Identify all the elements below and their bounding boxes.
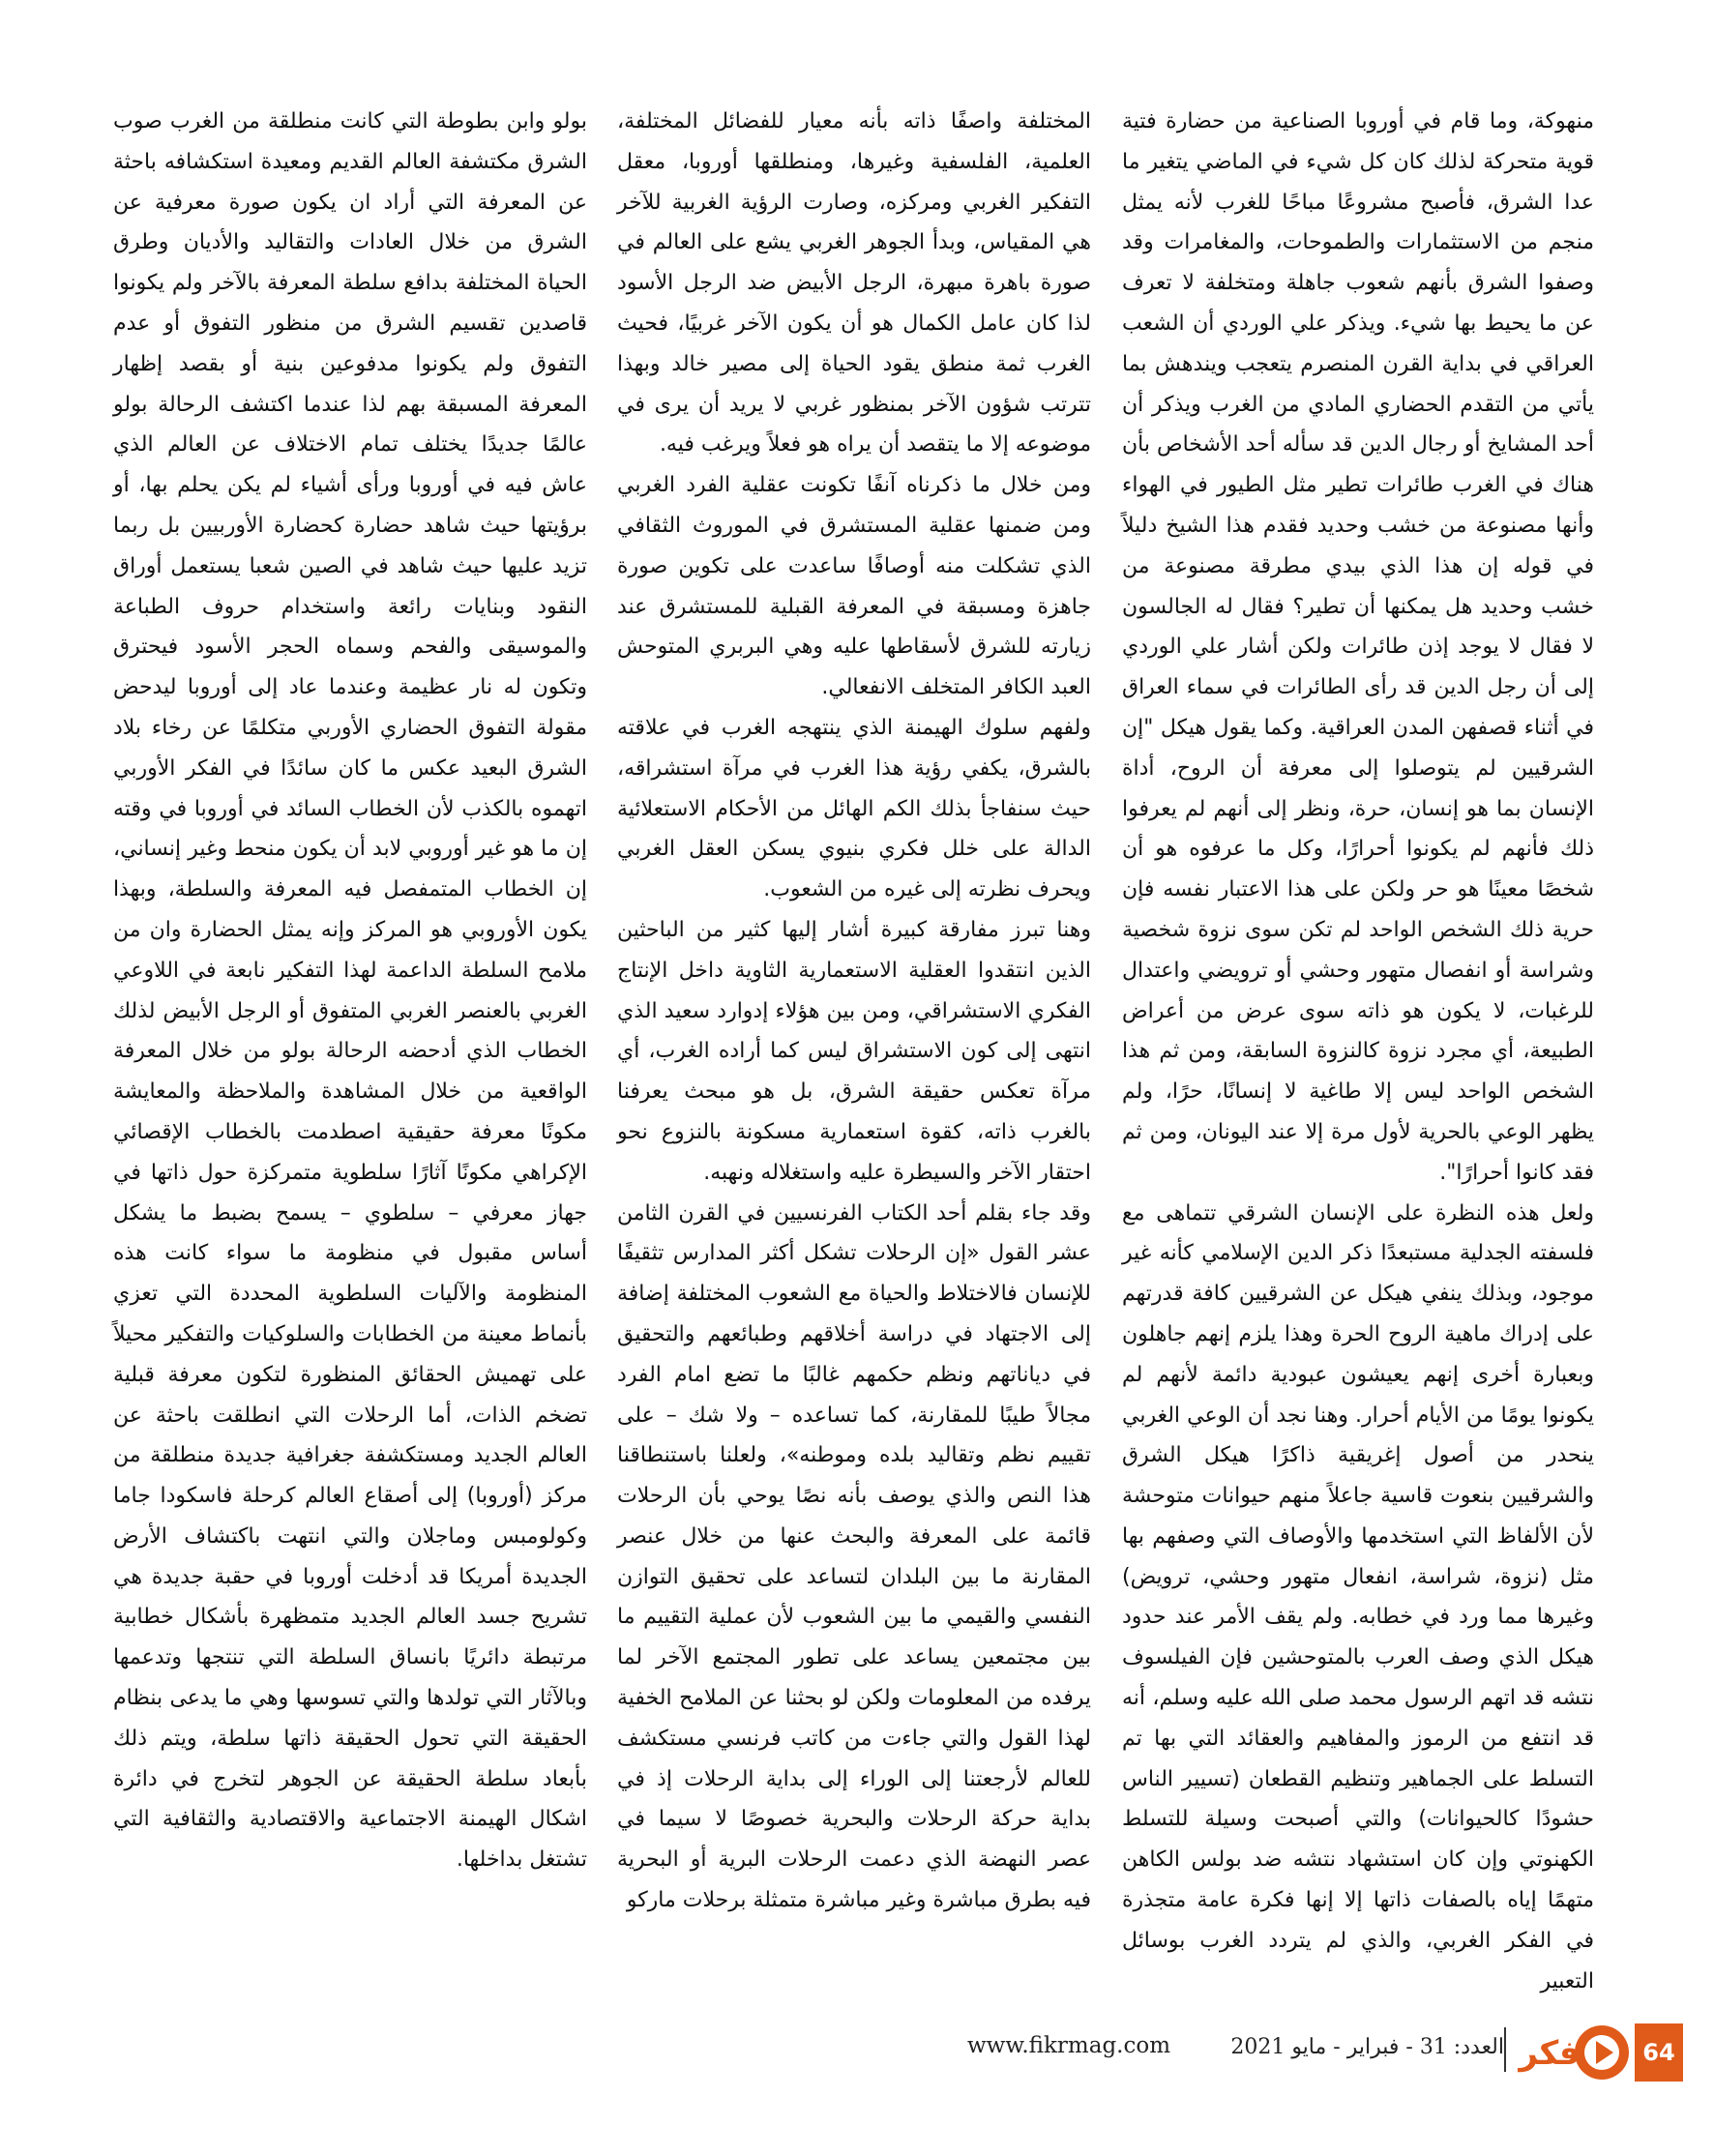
- text-column-middle: [617, 102, 1091, 1973]
- paragraph: بولو وابن بطوطة التي كانت منطلقة من الغرب صوب الشرق مكتشفة العالم القديم ومعيدة استكشافه باحثة عن المعرفة التي أراد ان يكون صورة معرفية عن الشرق من خلال العادات والتقاليد والأديان وطرق الحياة المختلفة بدافع سلطة المعرفة بالآخر ولم يكونوا قاصدين تقسيم الشرق من منظور التفوق أو عدم التفوق ولم يكونوا مدفوعين بنية أو بقصد إظهار المعرفة المسبقة بهم لذا عندما اكتشف الرحالة بولو عالمًا جديدًا يختلف تمام الاختلاف عن العالم الذي عاش فيه في أوروبا ورأى أشياء لم يكن يحلم بها، أو برؤيتها حيث شاهد حضارة كحضارة الأوربيين بل ربما تزيد عليها حيث شاهد في الصين شعبا يستعمل أوراق النقود وبنايات رائعة واستخدام حروف الطباعة والموسيقى والفحم وسماه الحجر الأسود فيحترق وتكون له نار عظيمة وعندما عاد إلى أوروبا ليدحض مقولة التفوق الحضاري الأوربي متكلمًا عن رخاء بلاد الشرق البعيد عكس ما كان سائدًا في الفكر الأوربي اتهموه بالكذب لأن الخطاب السائد في أوروبا في وقته إن ما هو غير أوروبي لابد أن يكون منحط وغير إنساني، إن الخطاب المتمفصل فيه المعرفة والسلطة، وبهذا يكون الأوروبي هو المركز وإنه يمثل الحضارة وان من ملامح السلطة الداعمة لهذا التفكير نابعة في اللاوعي الغربي بالعنصر الغربي المتفوق أو الرجل الأبيض لذلك الخطاب الذي أدحضه الرحالة بولو من خلال المعرفة الواقعية من خلال المشاهدة والملاحظة والمعايشة مكونًا معرفة حقيقية اصطدمت بالخطاب الإقصائي الإكراهي مكونًا آثارًا سلطوية متمركزة حول ذاتها في جهاز معرفي – سلطوي – يسمح بضبط ما يشكل أساس مقبول في منظومة ما سواء كانت هذه المنظومة والآليات السلطوية المحددة التي تعزي بأنماط معينة من الخطابات والسلوكيات والتفكير محيلاً على تهميش الحقائق المنظورة لتكون معرفة قبلية تضخم الذات، أما الرحلات التي انطلقت باحثة عن العالم الجديد ومستكشفة جغرافية جديدة منطلقة من مركز (أوروبا) إلى أصقاع العالم كرحلة فاسكودا جاما وكولومبس وماجلان والتي انتهت باكتشاف الأرض الجديدة أمريكا قد أدخلت أوروبا في حقبة جديدة هي تشريح جسد العالم الجديد متمظهرة بأشكال خطابية مرتبطة دائريًا بانساق السلطة التي تنتجها وتدعمها وبالآثار التي تولدها والتي تسوسها وهي ما يدعى بنظام الحقيقة التي تحول الحقيقة ذاتها سلطة، ويتم ذلك بأبعاد سلطة الحقيقة عن الجوهر لتخرج في دائرة اشكال الهيمنة الاجتماعية والاقتصادية والثقافية التي تشتغل بداخلها.: [113, 109, 587, 1873]
- website-link[interactable]: www.fikrmag.com: [967, 2033, 1171, 2058]
- logo-text: فكر: [1519, 2034, 1581, 2073]
- paragraph: ولعل هذه النظرة على الإنسان الشرقي تتماهى مع فلسفته الجدلية مستبعدًا ذكر الدين الإسلامي كأنه غير موجود، وبذلك ينفي هيكل عن الشرقيين كافة قدرتهم على إدراك ماهية الروح الحرة وهذا يلزم إنهم جاهلون وبعبارة أخرى إنهم يعيشون عبودية دائمة لأنهم لم يكونوا يومًا من الأيام أحرار. وهنا نجد أن الوعي الغربي ينحدر من أصول إغريقية ذاكرًا هيكل الشرق والشرقيين بنعوت قاسية جاعلاً منهم حيوانات متوحشة لأن الألفاظ التي استخدمها والأوصاف التي وصفهم بها مثل (نزوة، شراسة، انفعال متهور وحشي، ترويض) وغيرها مما ورد في خطابه. ولم يقف الأمر عند حدود هيكل الذي وصف العرب بالمتوحشين فإن الفيلسوف نتشه قد اتهم الرسول محمد صلى الله عليه وسلم، أنه قد انتفع من الرموز والمفاهيم والعقائد التي بها تم التسلط على الجماهير وتنظيم القطعان (تسيير الناس حشودًا كالحيوانات) والتي أصبحت وسيلة للتسلط الكهنوتي وإن كان استشهاد نتشه ضد بولس الكاهن متهمًا إياه بالصفات ذاتها إلا إنها فكرة عامة متجذرة في الفكر الغربي، والذي لم يتردد الغرب بوسائل التعبير: [1122, 1200, 1594, 1994]
- paragraph: وقد جاء بقلم أحد الكتاب الفرنسيين في القرن الثامن عشر القول «إن الرحلات تشكل أكثر المدارس تثقيفًا للإنسان فالاختلاط والحياة مع الشعوب المختلفة إضافة إلى الاجتهاد في دراسة أخلاقهم وطبائعهم والتحقيق في دياناتهم ونظم حكمهم غالبًا ما تضع امام الفرد مجالاً طيبًا للمقارنة، كما تساعده – ولا شك – على تقييم نظم وتقاليد بلده وموطنه»، ولعلنا باستنطاقنا هذا النص والذي يوصف بأنه نصًا يوحي بأن الرحلات قائمة على المعرفة والبحث عنها من خلال عنصر المقارنة ما بين البلدان لتساعد على تحقيق التوازن النفسي والقيمي ما بين الشعوب لأن عملية التقييم ما بين مجتمعين يساعد على تطور المجتمع الآخر لما يرفده من المعلومات ولكن لو بحثنا عن الملامح الخفية لهذا القول والتي جاءت من كاتب فرنسي مستكشف للعالم لأرجعتنا إلى الوراء إلى بداية الرحلات إذ في بداية حركة الرحلات والبحرية خصوصًا لا سيما في عصر النهضة الذي دعمت الرحلات البرية أو البحرية فيه بطرق مباشرة وغير مباشرة متمثلة برحلات ماركو: [617, 1200, 1091, 1913]
- paragraph: ومن خلال ما ذكرناه آنفًا تكونت عقلية الفرد الغربي ومن ضمنها عقلية المستشرق في الموروث الثقافي الذي تشكلت منه أوصافًا ساعدت على تكوين صورة جاهزة ومسبقة في المعرفة القبلية للمستشرق عند زيارته للشرق لأسقاطها عليه وهي البربري المتوحش العبد الكافر المتخلف الانفعالي.: [617, 473, 1091, 700]
- magazine-logo: [1509, 2020, 1630, 2085]
- paragraph: وهنا تبرز مفارقة كبيرة أشار إليها كثير من الباحثين الذين انتقدوا العقلية الاستعمارية الثاوية داخل الإنتاج الفكري الاستشراقي، ومن بين هؤلاء إدوارد سعيد الذي انتهى إلى كون الاستشراق ليس كما أراده الغرب، أي مرآة تعكس حقيقة الشرق، بل هو مبحث يعرفنا بالغرب ذاته، كقوة استعمارية مسكونة بالنزوع نحو احتقار الآخر والسيطرة عليه واستغلاله ونهبه.: [617, 917, 1091, 1185]
- footer-divider: [1504, 2027, 1506, 2072]
- issue-info: العدد: 31 - فبراير - مايو 2021: [1230, 2035, 1504, 2059]
- text-column-right: [1122, 102, 1594, 1994]
- paragraph: منهوكة، وما قام في أوروبا الصناعية من حضارة فتية قوية متحركة لذلك كان كل شيء في الماضي يتغير ما عدا الشرق، فأصبح مشروعًا مباحًا للغرب لأنه يمثل منجم من الاستثمارات والطموحات، والمغامرات وقد وصفوا الشرق بأنهم شعوب جاهلة ومتخلفة لا تعرف عن ما يحيط بها شيء. ويذكر علي الوردي أن الشعب العراقي في بداية القرن المنصرم يتعجب ويندهش بما يأتي من التقدم الحضاري المادي من الغرب ويذكر أن أحد المشايخ أو رجال الدين قد سأله أحد الأشخاص بأن هناك في الغرب طائرات تطير مثل الطيور في الهواء وأنها مصنوعة من خشب وحديد فقدم هذا الشيخ دليلاً في قوله إن هذا الذي بيدي مطرقة مصنوعة من خشب وحديد هل يمكنها أن تطير؟ فقال له الجالسون لا فقال لا يوجد إذن طائرات ولكن أشار علي الوردي إلى أن رجل الدين قد رأى الطائرات في سماء العراق في أثناء قصفهن المدن العراقية. وكما يقول هيكل "إن الشرقيين لم يتوصلوا إلى معرفة أن الروح، أداة الإنسان بما هو إنسان، حرة، ونظر إلى أنهم لم يعرفوا ذلك فأنهم لم يكونوا أحرارًا، وكل ما عرفوه هو أن شخصًا معينًا هو حر ولكن على هذا الاعتبار نفسه فإن حرية ذلك الشخص الواحد لم تكن سوى نزوة شخصية وشراسة أو انفصال متهور وحشي أو ترويضي واعتدال للرغبات، لا يكون هو ذاته سوى عرض من أعراض الطبيعة، أي مجرد نزوة كالنزوة السابقة، ومن ثم هذا الشخص الواحد ليس إلا طاغية لا إنسانًا، حرًا، ولم يظهر الوعي بالحرية لأول مرة إلا عند اليونان، ومن ثم فقد كانوا أحرارًا".: [1122, 109, 1594, 1185]
- page-number: 64: [1635, 2023, 1683, 2082]
- fikr-logo-icon: [1509, 2020, 1630, 2085]
- paragraph: ولفهم سلوك الهيمنة الذي ينتهجه الغرب في علاقته بالشرق، يكفي رؤية هذا الغرب في مرآة استشراقه، حيث سنفاجأ بذلك الكم الهائل من الأحكام الاستعلائية الدالة على خلل فكري بنيوي يسكن العقل الغربي ويحرف نظرته إلى غيره من الشعوب.: [617, 715, 1091, 902]
- paragraph: المختلفة واصفًا ذاته بأنه معيار للفضائل المختلفة، العلمية، الفلسفية وغيرها، ومنطلقها أوروبا، معقل التفكير الغربي ومركزه، وصارت الرؤية الغربية للآخر هي المقياس، وبدأ الجوهر الغربي يشع على العالم في صورة باهرة مبهرة، الرجل الأبيض ضد الرجل الأسود لذا كان عامل الكمال هو أن يكون الآخر غربيًا، فحيث الغرب ثمة منطق يقود الحياة إلى مصير خالد وبهذا تترتب شؤون الآخر بمنظور غربي لا يريد أن يرى في موضوعه إلا ما يتقصد أن يراه هو فعلاً ويرغب فيه.: [617, 109, 1091, 458]
- text-column-left: [113, 102, 587, 1973]
